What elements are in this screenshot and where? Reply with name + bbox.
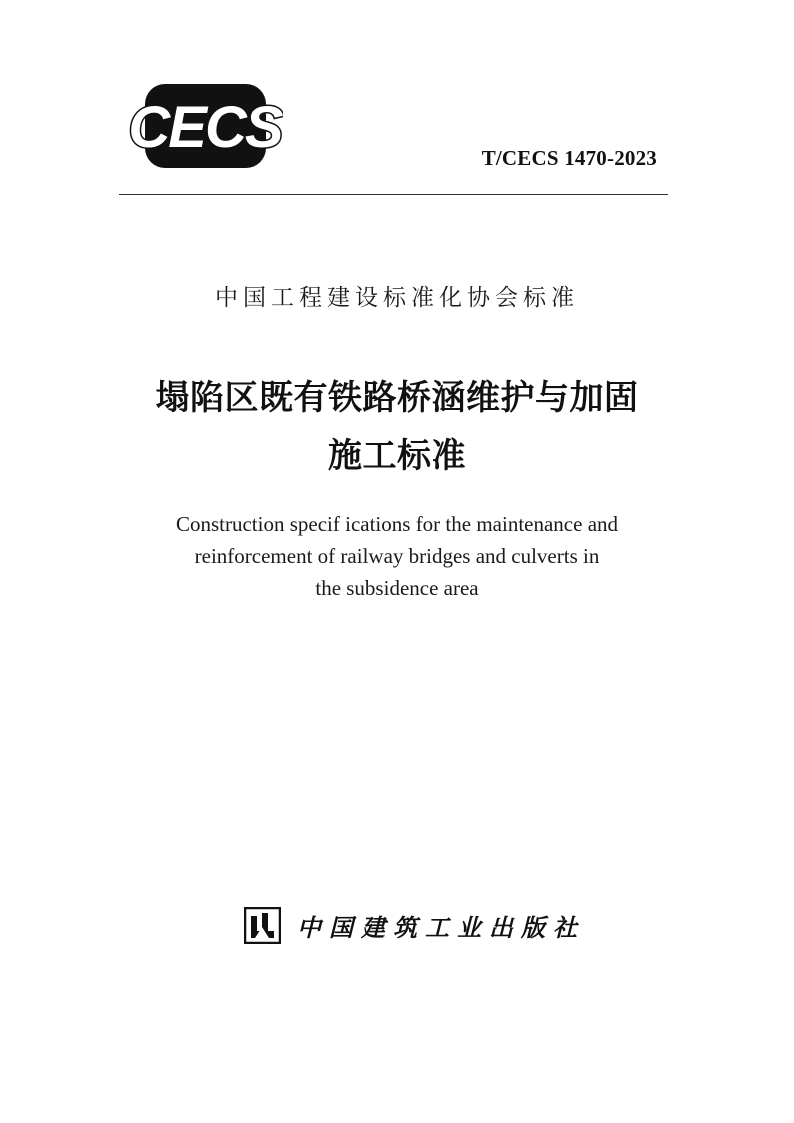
standard-number: T/CECS 1470-2023	[481, 146, 657, 170]
publisher	[244, 905, 585, 945]
english-title	[0, 508, 794, 604]
header-divider	[119, 194, 668, 195]
english-title-line-2: reinforcement of railway bridges and culverts in	[194, 544, 600, 568]
title-line-1: 塌陷区既有铁路桥涵维护与加固	[155, 378, 639, 418]
publisher-name: 中国建筑工业出版社	[297, 912, 585, 942]
cecs-logo	[128, 84, 283, 168]
logo-text: CECS	[128, 95, 282, 160]
english-title-line-1: Construction specif ications for the maintenance and	[175, 512, 619, 536]
english-title-line-3: the subsidence area	[315, 576, 479, 600]
publisher-logo-icon	[244, 907, 281, 944]
title-line-2: 施工标准	[328, 436, 466, 476]
association-name: 中国工程建设标准化协会标准	[215, 285, 579, 311]
